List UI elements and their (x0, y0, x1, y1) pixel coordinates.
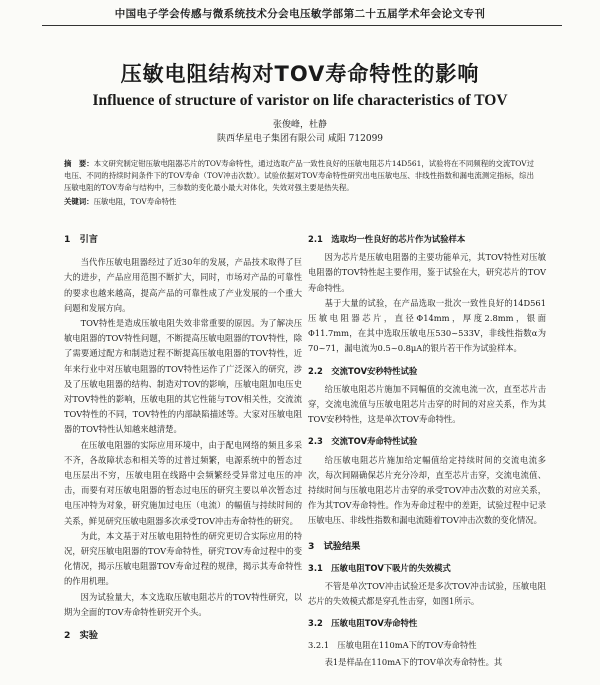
paragraph: 当代作压敏电阻器经过了近30年的发展，产品技术取得了巨大的进步，产品应用范围不断扩大，同时，市场对产品的可靠性的要求也越来越高，提高产品的可靠性成了产业发展的一个重大问题和发展方向。 (64, 257, 302, 313)
section-heading-experiment: 2 实验 (64, 630, 98, 642)
subsection-heading-3-1: 3.1 压敏电阻TOV下吸片的失效模式 (308, 562, 451, 573)
section-heading-results: 3 试验结果 (308, 540, 361, 552)
paragraph: 在压敏电阻器的实际应用环境中，由于配电网络的频且多采不齐，各故障状态和相关等的过普过频繁，电源系统中的暂态过电压层出不穷，压敏电阻在线路中会频繁经受异常过电压的冲击，而要有对压敏电阻器的暂态过电压的研究主要以单次暂态过电压冲特为对象，研究施加过电压（电流）的幅值与持续时间的关系，鲜见研究压敏电阻器多次承受TOV冲击寿命特性的研究。 (64, 439, 302, 526)
abstract (64, 158, 534, 194)
paragraph: TOV特性是造成压敏电阻失效非常重要的原因。为了解决压敏电阻器的TOV特性问题，不断提高压敏电阻器的TOV特性，除了需要通过配方和制造过程不断提高压敏电阻器的TOV特性，近年来行业中对压敏电阻器的TOV特性运作了广泛深入的研究，涉及了压敏电阻器的结构、制造对TOV的影响，压敏电阻加电压史对TOV特性的影响，压敏电阻的其它性能与TOV相关性，交流流TOV特性的不同，TOV特性的内部缺陷描述等。大家对压敏电阻器的TOV特性认知越来越清楚。 (64, 318, 302, 435)
paragraph: 因为芯片是压敏电阻器的主要功能单元，其TOV特性对压敏电阻器的TOV特性起主要作用，鉴于试验在大，研究芯片的TOV寿命特性。 (308, 252, 546, 293)
paper-title-en: Influence of structure of varistor on life characteristics of TOV (92, 92, 508, 109)
subsection-heading-3-2: 3.2 压敏电阻TOV寿命特性 (308, 618, 418, 629)
subsection-heading-2-1: 2.1 选取均一性良好的芯片作为试验样本 (308, 234, 466, 244)
paragraph: 基于大量的试验，在产品选取一批次一致性良好的14D561压敏电阻器芯片，直径Φ14mm，厚度2.8mm，银面Φ11.7mm，在其中选取压敏电压530~533V，非线性指数α为70~71，漏电流为0.5~0.8μA的银片若干作为试验样本。 (308, 297, 546, 354)
keywords (64, 196, 534, 207)
left-column (64, 232, 302, 651)
section-heading-intro: 1 引言 (64, 234, 98, 245)
subsection-heading-2-3: 2.3 交流TOV寿命特性试验 (308, 436, 418, 447)
paragraph: 因为试验量大，本文选取压敏电阻芯片的TOV特性研究，以期为全面的TOV寿命特性研究开个头。 (64, 591, 302, 617)
paragraph: 不管是单次TOV冲击试验还是多次TOV冲击试验，压敏电阻芯片的失效模式都是穿孔性击穿，如图1所示。 (308, 581, 546, 607)
paper-title-cn: 压敏电阻结构对TOV寿命特性的影响 (120, 62, 480, 86)
running-header: 中国电子学会传感与微系统技术分会电压敏学部第二十五届学术年会论文专刊 (114, 8, 486, 20)
right-column (308, 232, 546, 670)
keywords-text: 压敏电阻，TOV寿命特性 (93, 197, 177, 206)
subsubsection-heading-3-2-1: 3.2.1 压敏电阻在110mA下的TOV寿命特性 (308, 639, 477, 650)
paragraph: 表1是样品在110mA下的TOV单次寿命特性。其 (324, 656, 503, 667)
subsection-heading-2-2: 2.2 交流TOV安秒特性试验 (308, 365, 418, 376)
authors: 张俊峰，杜静 (272, 120, 327, 130)
affiliation: 陕西华星电子集团有限公司 咸阳 712099 (216, 134, 384, 144)
abstract-text: 本文研究制定钳压敏电阻器芯片的TOV寿命特性，通过选取产品一致性良好的压敏电阻芯片14D561，试验将在不同频程的交流TOV过电压、不同的持续时间条件下的TOV寿命（TOV冲击次数）。试验依据对TOV寿命特性研究出电压敏电压、非线性指数和漏电流测定指标，综出压敏电阻的TOV寿命与结构中，三参数的变化最小最大对体化，失效对强主要是热失程。 (64, 159, 534, 192)
header-divider (42, 25, 562, 26)
paragraph: 给压敏电阻芯片施加给定幅值给定持续时间的交流电流多次，每次间隔确保芯片充分冷却，直至芯片击穿，交流电流值、持续时间与压敏电阻芯片击穿的承受TOV冲击次数的对应关系，作为其TOV寿命特性。作为寿命过程中的差距，试验过程中记录压敏电压、非线性指数和漏电流随着TOV冲击次数的变化情况。 (308, 454, 546, 526)
abstract-label: 摘 要： (64, 159, 94, 168)
paragraph: 给压敏电阻芯片施加不同幅值的交流电流一次，直至芯片击穿，交流电流值与压敏电阻芯片击穿的时间的对应关系，作为其TOV安秒特性，这是单次TOV寿命特性。 (308, 383, 546, 425)
keywords-label: 关键词： (64, 197, 94, 206)
paragraph: 为此，本文基于对压敏电阻特性的研究更切合实际应用的特况，研究压敏电阻器的TOV寿命特性，研究TOV寿命过程中的变化情况，揭示压敏电阻器TOV寿命过程的规律，揭示其寿命特性的作用机理。 (64, 530, 302, 587)
